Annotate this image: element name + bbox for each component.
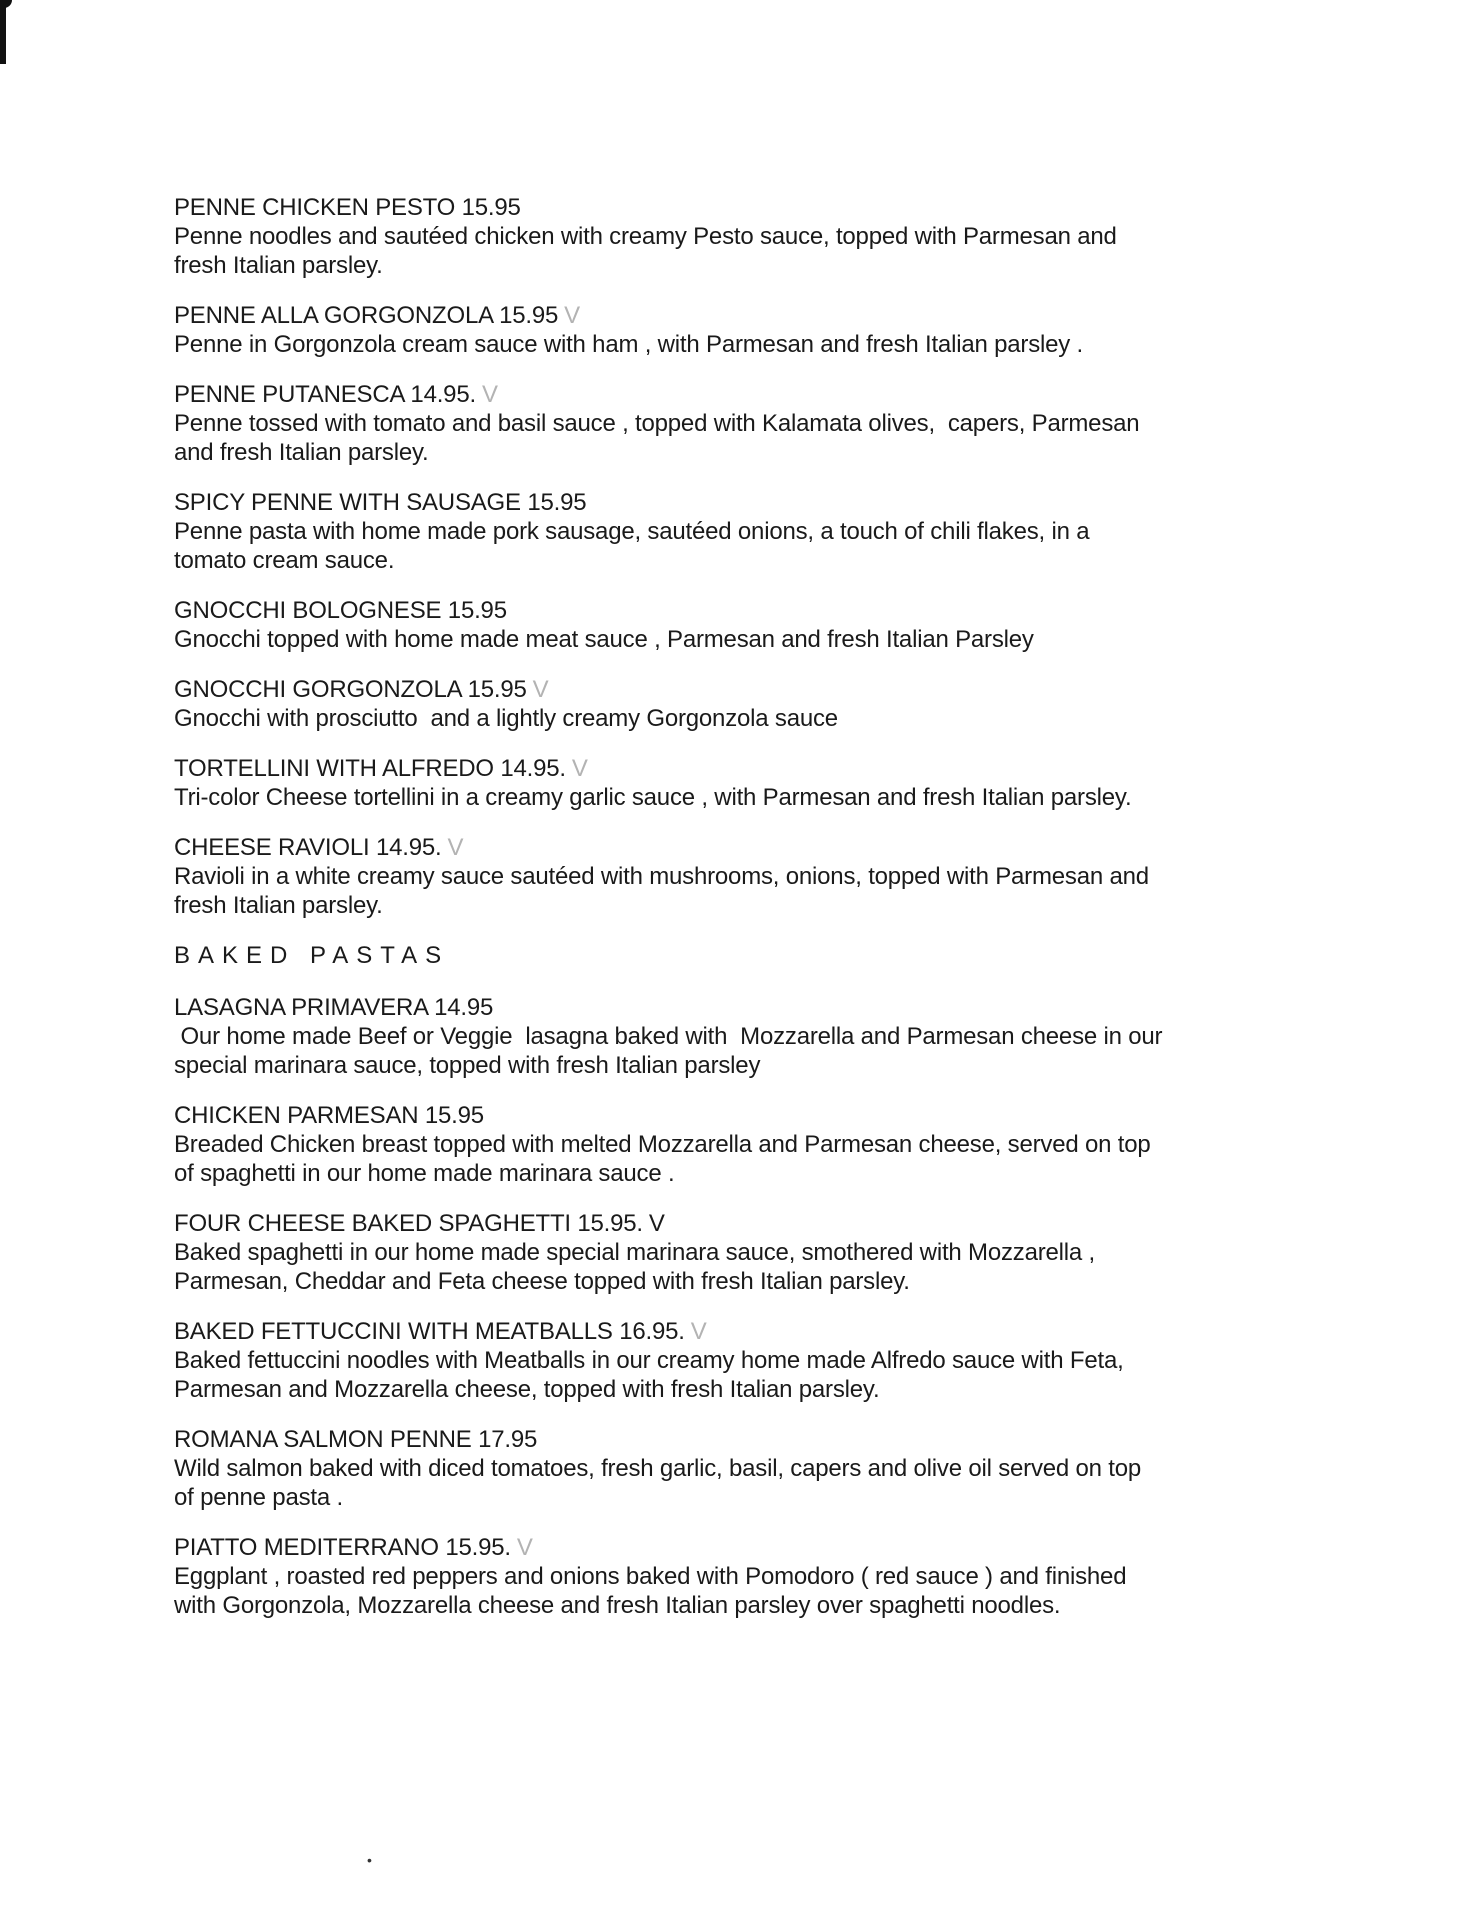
menu-item-name: GNOCCHI GORGONZOLA [174, 676, 462, 703]
menu-item [174, 1425, 1314, 1512]
menu-item-price: 15.95 [461, 194, 521, 221]
menu-item-name: PIATTO MEDITERRANO [174, 1534, 439, 1561]
scan-edge-mark [0, 0, 6, 64]
menu-item [174, 1317, 1314, 1404]
menu-item [174, 380, 1314, 467]
menu-item-price: 15.95 [499, 302, 559, 329]
menu-item-description: Wild salmon baked with diced tomatoes, fresh garlic, basil, capers and olive oil served on top of penne pasta . [174, 1455, 1142, 1511]
menu-item-header [174, 1101, 1314, 1130]
menu-item-name: SPICY PENNE WITH SAUSAGE [174, 489, 521, 516]
menu-item-name: TORTELLINI WITH ALFREDO [174, 755, 494, 782]
pasta-items-list [174, 193, 1314, 920]
menu-item-description: Eggplant , roasted red peppers and onions baked with Pomodoro ( red sauce ) and finished with Gorgonzola, Mozzarella cheese and fresh Italian parsley over spaghetti noodles. [174, 1563, 1127, 1619]
menu-item-header [174, 675, 1314, 704]
menu-item-header [174, 380, 1314, 409]
menu-item-price: 15.95 [527, 489, 587, 516]
menu-item-price: 15.95 [447, 597, 507, 624]
menu-item-price: 14.95. [500, 755, 566, 782]
menu-item-name: PENNE ALLA GORGONZOLA [174, 302, 493, 329]
vegetarian-badge: V [690, 1318, 707, 1345]
vegetarian-badge: V [516, 1534, 533, 1561]
menu-item-description: Penne tossed with tomato and basil sauce , topped with Kalamata olives, capers, Parmesan and fresh Italian parsley. [174, 410, 1140, 466]
vegetarian-badge: V [564, 302, 580, 329]
menu-item [174, 596, 1314, 654]
menu-item-name: ROMANA SALMON PENNE [174, 1426, 472, 1453]
vegetarian-badge: V [648, 1210, 665, 1237]
menu-item-description: Breaded Chicken breast topped with melted Mozzarella and Parmesan cheese, served on top of spaghetti in our home made marinara sauce . [174, 1131, 1151, 1187]
menu-item [174, 1209, 1314, 1296]
menu-item-name: CHICKEN PARMESAN [174, 1102, 419, 1129]
menu-item-header [174, 193, 1314, 222]
menu-item-header [174, 754, 1314, 783]
menu-item [174, 301, 1314, 359]
menu-item [174, 993, 1314, 1080]
vegetarian-badge: V [532, 676, 549, 703]
menu-item-name: BAKED FETTUCCINI WITH MEATBALLS [174, 1318, 613, 1345]
menu-item-header [174, 1425, 1314, 1454]
baked-pasta-items-list [174, 993, 1314, 1620]
menu-item-price: 15.95 [424, 1102, 484, 1129]
menu-item [174, 1101, 1314, 1188]
menu-item-description: Ravioli in a white creamy sauce sautéed with mushrooms, onions, topped with Parmesan and fresh Italian parsley. [174, 863, 1149, 919]
menu-item-name: LASAGNA PRIMAVERA [174, 994, 428, 1021]
menu-item-header [174, 993, 1314, 1022]
menu-item-description: Our home made Beef or Veggie lasagna baked with Mozzarella and Parmesan cheese in our special marinara sauce, topped with fresh Italian parsley [174, 1023, 1163, 1079]
menu-item-description: Penne noodles and sautéed chicken with creamy Pesto sauce, topped with Parmesan and fresh Italian parsley. [174, 223, 1117, 279]
menu-item-price: 15.95. [577, 1210, 643, 1237]
stray-scan-mark: • [367, 1852, 372, 1868]
menu-item-header [174, 1209, 1314, 1238]
menu-item-header [174, 301, 1314, 330]
menu-item-name: PENNE CHICKEN PESTO [174, 194, 456, 221]
menu-item-header [174, 596, 1314, 625]
menu-item-price: 17.95 [478, 1426, 538, 1453]
menu-item-price: 16.95. [619, 1318, 685, 1345]
menu-item [174, 833, 1314, 920]
menu-item [174, 1533, 1314, 1620]
menu-item-header [174, 833, 1314, 862]
menu-item-price: 15.95. [445, 1534, 511, 1561]
menu-item-header [174, 1317, 1314, 1346]
menu-page [174, 193, 1314, 1641]
vegetarian-badge: V [571, 755, 588, 782]
vegetarian-badge: V [447, 834, 464, 861]
scan-corner-mark [0, 0, 12, 8]
menu-item-name: PENNE PUTANESCA [174, 381, 404, 408]
menu-item [174, 675, 1314, 733]
menu-item-description: Baked spaghetti in our home made special marinara sauce, smothered with Mozzarella , Parmesan, Cheddar and Feta cheese topped with fresh Italian parsley. [174, 1239, 1096, 1295]
menu-item-price: 14.95. [375, 834, 442, 861]
menu-item-price: 14.95. [410, 381, 476, 408]
menu-item [174, 193, 1314, 280]
menu-item [174, 488, 1314, 575]
vegetarian-badge: V [481, 381, 498, 408]
menu-item-name: CHEESE RAVIOLI [174, 834, 370, 861]
menu-item-name: GNOCCHI BOLOGNESE [174, 597, 442, 624]
menu-item-description: Baked fettuccini noodles with Meatballs in our creamy home made Alfredo sauce with Feta, Parmesan and Mozzarella cheese, topped with fresh Italian parsley. [174, 1347, 1124, 1403]
menu-item [174, 754, 1314, 812]
menu-item-description: Tri-color Cheese tortellini in a creamy garlic sauce , with Parmesan and fresh Italian parsley. [174, 784, 1132, 811]
menu-item-header [174, 1533, 1314, 1562]
menu-item-price: 14.95 [434, 994, 494, 1021]
menu-item-price: 15.95 [467, 676, 527, 703]
menu-item-header [174, 488, 1314, 517]
menu-item-name: FOUR CHEESE BAKED SPAGHETTI [174, 1210, 571, 1237]
section-heading-baked-pastas: BAKED PASTAS [174, 942, 450, 969]
menu-item-description: Penne pasta with home made pork sausage, sautéed onions, a touch of chili flakes, in a tomato cream sauce. [174, 518, 1090, 574]
menu-item-description: Penne in Gorgonzola cream sauce with ham , with Parmesan and fresh Italian parsley . [174, 331, 1084, 358]
menu-item-description: Gnocchi topped with home made meat sauce , Parmesan and fresh Italian Parsley [174, 626, 1034, 653]
menu-item-description: Gnocchi with prosciutto and a lightly creamy Gorgonzola sauce [174, 705, 838, 732]
